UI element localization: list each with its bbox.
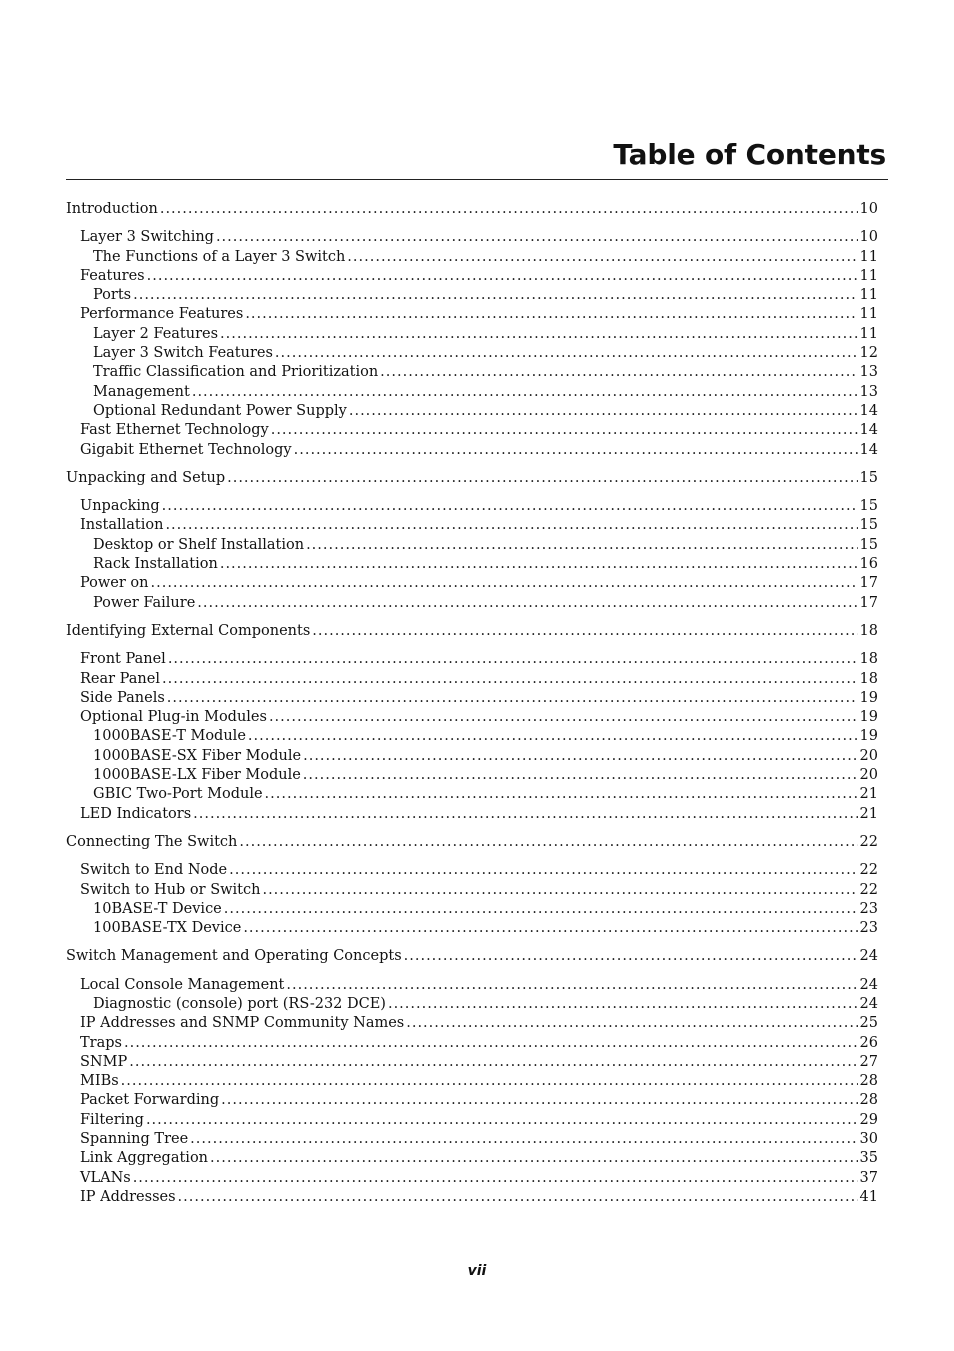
toc-entry-page-number: 23 bbox=[859, 900, 878, 917]
toc-entry-label: 100BASE-TX Device bbox=[93, 920, 242, 937]
toc-entry-label: Front Panel bbox=[80, 651, 166, 668]
toc-chapter-entry[interactable] bbox=[66, 469, 878, 488]
dot-leader bbox=[190, 1130, 857, 1149]
dot-leader bbox=[349, 402, 858, 421]
toc-entry-label: Power on bbox=[80, 575, 149, 592]
dot-leader bbox=[245, 305, 857, 324]
toc-entry-label: Side Panels bbox=[80, 689, 165, 706]
toc-subsection-entry[interactable] bbox=[66, 383, 878, 402]
toc-entry-page-number: 25 bbox=[859, 1015, 878, 1032]
toc-entry-label: 1000BASE-SX Fiber Module bbox=[93, 747, 302, 764]
toc-entry-page-number: 15 bbox=[859, 517, 878, 534]
toc-subsection-entry[interactable] bbox=[66, 286, 878, 305]
dot-leader bbox=[162, 497, 858, 516]
toc-subsection-entry[interactable] bbox=[66, 785, 878, 804]
toc-subsection-entry[interactable] bbox=[66, 594, 878, 613]
toc-entry-label: Rear Panel bbox=[80, 670, 160, 687]
dot-leader bbox=[271, 421, 858, 440]
toc-entry-page-number: 41 bbox=[859, 1188, 878, 1205]
toc-entry-label: Layer 3 Switch Features bbox=[93, 345, 273, 362]
toc-entry-page-number: 19 bbox=[859, 709, 878, 726]
toc-subsection-entry[interactable] bbox=[66, 402, 878, 421]
toc-subsection-entry[interactable] bbox=[66, 1169, 878, 1188]
toc-entry-label: Introduction bbox=[66, 201, 158, 217]
dot-leader bbox=[303, 766, 858, 785]
dot-leader bbox=[146, 1111, 858, 1130]
toc-entry-page-number: 13 bbox=[859, 364, 878, 381]
toc-entry-label: Optional Redundant Power Supply bbox=[93, 402, 347, 419]
toc-entry-label: Traffic Classification and Prioritization bbox=[93, 364, 379, 381]
toc-subsection-entry[interactable] bbox=[66, 267, 878, 286]
toc-entry-page-number: 11 bbox=[859, 306, 878, 323]
dot-leader bbox=[133, 1169, 858, 1188]
toc-entry-page-number: 15 bbox=[859, 469, 878, 486]
toc-subsection-entry[interactable] bbox=[66, 1111, 878, 1130]
toc-entry-label: Rack Installation bbox=[93, 556, 218, 573]
dot-leader bbox=[178, 1188, 858, 1207]
toc-subsection-entry[interactable] bbox=[66, 574, 878, 593]
toc-entry-page-number: 23 bbox=[859, 920, 878, 937]
dot-leader bbox=[347, 248, 857, 267]
page-title: Table of Contents bbox=[613, 138, 886, 171]
toc-entry-label: Features bbox=[80, 267, 145, 284]
toc-entry-page-number: 11 bbox=[859, 267, 878, 284]
dot-leader bbox=[193, 805, 857, 824]
toc-subsection-entry[interactable] bbox=[66, 861, 878, 880]
dot-leader bbox=[227, 469, 857, 488]
toc-entry-label: SNMP bbox=[80, 1053, 128, 1070]
toc-entry-label: Filtering bbox=[80, 1111, 144, 1128]
toc-entry-label: The Functions of a Layer 3 Switch bbox=[93, 248, 346, 265]
toc-entry-label: Connecting The Switch bbox=[66, 833, 238, 850]
toc-entry-page-number: 11 bbox=[859, 287, 878, 304]
dot-leader bbox=[216, 228, 858, 247]
dot-leader bbox=[124, 1034, 858, 1053]
toc-subsection-entry[interactable] bbox=[66, 900, 878, 919]
toc-entry-label: Switch to End Node bbox=[80, 862, 228, 879]
toc-chapter-entry[interactable] bbox=[66, 833, 878, 852]
toc-entry-label: Packet Forwarding bbox=[80, 1092, 220, 1109]
toc-subsection-entry[interactable] bbox=[66, 747, 878, 766]
toc-entry-page-number: 24 bbox=[859, 995, 878, 1012]
toc-entry-page-number: 11 bbox=[859, 325, 878, 342]
dot-leader bbox=[147, 267, 858, 286]
dot-leader bbox=[312, 622, 857, 641]
toc-entry-page-number: 28 bbox=[859, 1092, 878, 1109]
toc-entry-page-number: 37 bbox=[859, 1169, 878, 1186]
toc-entry-label: Link Aggregation bbox=[80, 1150, 209, 1167]
toc-entry-label: Switch to Hub or Switch bbox=[80, 881, 261, 898]
toc-entry-page-number: 11 bbox=[859, 248, 878, 265]
dot-leader bbox=[380, 363, 857, 382]
toc-subsection-entry[interactable] bbox=[66, 344, 878, 363]
toc-subsection-entry[interactable] bbox=[66, 441, 878, 460]
dot-leader bbox=[406, 1014, 857, 1033]
toc-entry-page-number: 18 bbox=[859, 651, 878, 668]
toc-subsection-entry[interactable] bbox=[66, 305, 878, 324]
toc-entry-page-number: 15 bbox=[859, 536, 878, 553]
toc-entry-page-number: 17 bbox=[859, 594, 878, 611]
dot-leader bbox=[168, 650, 858, 669]
title-divider bbox=[66, 179, 888, 180]
toc-entry-label: Performance Features bbox=[80, 306, 244, 323]
dot-leader bbox=[167, 689, 858, 708]
dot-leader bbox=[224, 900, 858, 919]
toc-entry-label: Diagnostic (console) port (RS-232 DCE) bbox=[93, 995, 386, 1012]
toc-entry-page-number: 14 bbox=[859, 422, 878, 439]
toc-subsection-entry[interactable] bbox=[66, 536, 878, 555]
toc-entry-label: Switch Management and Operating Concepts bbox=[66, 948, 402, 965]
toc-entry-page-number: 21 bbox=[859, 805, 878, 822]
toc-subsection-entry[interactable] bbox=[66, 995, 878, 1014]
dot-leader bbox=[294, 441, 858, 460]
dot-leader bbox=[404, 947, 858, 966]
dot-leader bbox=[265, 785, 858, 804]
toc-entry-page-number: 18 bbox=[859, 670, 878, 687]
toc-subsection-entry[interactable] bbox=[66, 1053, 878, 1072]
toc-entry-label: Unpacking and Setup bbox=[66, 469, 226, 486]
toc-subsection-entry[interactable] bbox=[66, 805, 878, 824]
dot-leader bbox=[210, 1149, 858, 1168]
dot-leader bbox=[165, 516, 857, 535]
toc-entry-label: Identifying External Components bbox=[66, 622, 311, 639]
toc-entry-page-number: 16 bbox=[859, 556, 878, 573]
toc-subsection-entry[interactable] bbox=[66, 363, 878, 382]
dot-leader bbox=[121, 1072, 858, 1091]
toc-entry-label: MIBs bbox=[80, 1073, 119, 1090]
toc-entry-label: Unpacking bbox=[80, 498, 160, 515]
toc-section bbox=[66, 200, 878, 460]
toc-entry-page-number: 17 bbox=[859, 575, 878, 592]
toc-entry-page-number: 22 bbox=[859, 881, 878, 898]
toc-entry-label: 1000BASE-LX Fiber Module bbox=[93, 767, 301, 784]
toc-subsection-entry[interactable] bbox=[66, 708, 878, 727]
toc-entry-page-number: 22 bbox=[859, 862, 878, 879]
toc-subsection-entry[interactable] bbox=[66, 228, 878, 247]
dot-leader bbox=[306, 536, 857, 555]
dot-leader bbox=[151, 574, 858, 593]
toc-entry-page-number: 35 bbox=[859, 1150, 878, 1167]
toc-entry-label: LED Indicators bbox=[80, 805, 192, 822]
toc-entry-label: Desktop or Shelf Installation bbox=[93, 536, 305, 553]
toc-subsection-entry[interactable] bbox=[66, 689, 878, 708]
dot-leader bbox=[229, 861, 857, 880]
dot-leader bbox=[220, 325, 858, 344]
toc-subsection-entry[interactable] bbox=[66, 1034, 878, 1053]
toc-chapter-entry[interactable] bbox=[66, 200, 878, 219]
toc-entry-label: Fast Ethernet Technology bbox=[80, 422, 269, 439]
dot-leader bbox=[133, 286, 857, 305]
toc-subsection-entry[interactable] bbox=[66, 976, 878, 995]
toc-entry-label: Layer 3 Switching bbox=[80, 229, 214, 246]
toc-subsection-entry[interactable] bbox=[66, 881, 878, 900]
toc-entry-label: IP Addresses bbox=[80, 1188, 176, 1205]
toc-subsection-entry[interactable] bbox=[66, 670, 878, 689]
toc-subsection-entry[interactable] bbox=[66, 497, 878, 516]
dot-leader bbox=[388, 995, 858, 1014]
toc-entry-label: 10BASE-T Device bbox=[93, 900, 222, 917]
toc-subsection-entry[interactable] bbox=[66, 919, 878, 938]
toc-entry-label: GBIC Two-Port Module bbox=[93, 786, 263, 803]
toc-subsection-entry[interactable] bbox=[66, 650, 878, 669]
dot-leader bbox=[286, 976, 857, 995]
toc-entry-page-number: 14 bbox=[859, 441, 878, 458]
dot-leader bbox=[303, 747, 857, 766]
toc-entry-page-number: 12 bbox=[859, 345, 878, 362]
table-of-contents bbox=[66, 200, 878, 1216]
toc-subsection-entry[interactable] bbox=[66, 516, 878, 535]
toc-section bbox=[66, 833, 878, 938]
toc-entry-page-number: 10 bbox=[859, 229, 878, 246]
toc-entry-label: Layer 2 Features bbox=[93, 325, 219, 342]
toc-subsection-entry[interactable] bbox=[66, 555, 878, 574]
toc-entry-page-number: 14 bbox=[859, 402, 878, 419]
toc-entry-page-number: 15 bbox=[859, 498, 878, 515]
toc-entry-page-number: 18 bbox=[859, 622, 878, 639]
toc-subsection-entry[interactable] bbox=[66, 766, 878, 785]
toc-subsection-entry[interactable] bbox=[66, 1149, 878, 1168]
toc-subsection-entry[interactable] bbox=[66, 1091, 878, 1110]
toc-subsection-entry[interactable] bbox=[66, 325, 878, 344]
dot-leader bbox=[192, 383, 858, 402]
toc-entry-page-number: 26 bbox=[859, 1034, 878, 1051]
toc-entry-label: VLANs bbox=[80, 1169, 131, 1186]
toc-entry-page-number: 21 bbox=[859, 786, 878, 803]
toc-entry-label: Traps bbox=[80, 1034, 122, 1051]
toc-entry-page-number: 27 bbox=[859, 1053, 878, 1070]
toc-entry-page-number: 24 bbox=[859, 976, 878, 993]
page-number-footer: vii bbox=[467, 1263, 487, 1279]
toc-subsection-entry[interactable] bbox=[66, 1130, 878, 1149]
toc-entry-page-number: 24 bbox=[859, 948, 878, 965]
toc-entry-label: 1000BASE-T Module bbox=[93, 728, 246, 745]
toc-entry-label: Local Console Management bbox=[80, 976, 285, 993]
dot-leader bbox=[248, 727, 858, 746]
toc-entry-label: Optional Plug-in Modules bbox=[80, 709, 267, 726]
toc-entry-label: Gigabit Ethernet Technology bbox=[80, 441, 292, 458]
dot-leader bbox=[220, 555, 858, 574]
toc-subsection-entry[interactable] bbox=[66, 1072, 878, 1091]
dot-leader bbox=[221, 1091, 857, 1110]
toc-section bbox=[66, 622, 878, 824]
toc-entry-page-number: 19 bbox=[859, 728, 878, 745]
toc-subsection-entry[interactable] bbox=[66, 1188, 878, 1207]
toc-chapter-entry[interactable] bbox=[66, 947, 878, 966]
toc-chapter-entry[interactable] bbox=[66, 622, 878, 641]
toc-section bbox=[66, 469, 878, 613]
toc-entry-label: Power Failure bbox=[93, 594, 196, 611]
dot-leader bbox=[275, 344, 858, 363]
dot-leader bbox=[243, 919, 857, 938]
toc-entry-page-number: 10 bbox=[859, 201, 878, 217]
toc-section bbox=[66, 947, 878, 1207]
dot-leader bbox=[197, 594, 857, 613]
toc-entry-page-number: 22 bbox=[859, 833, 878, 850]
toc-entry-label: Ports bbox=[93, 287, 132, 304]
toc-entry-page-number: 28 bbox=[859, 1073, 878, 1090]
toc-entry-label: Management bbox=[93, 383, 190, 400]
dot-leader bbox=[262, 881, 857, 900]
toc-subsection-entry[interactable] bbox=[66, 727, 878, 746]
dot-leader bbox=[129, 1053, 857, 1072]
toc-entry-page-number: 29 bbox=[859, 1111, 878, 1128]
toc-entry-page-number: 20 bbox=[859, 747, 878, 764]
dot-leader bbox=[269, 708, 858, 727]
toc-subsection-entry[interactable] bbox=[66, 1014, 878, 1033]
toc-entry-label: IP Addresses and SNMP Community Names bbox=[80, 1015, 405, 1032]
toc-subsection-entry[interactable] bbox=[66, 248, 878, 267]
toc-entry-page-number: 19 bbox=[859, 689, 878, 706]
toc-entry-page-number: 30 bbox=[859, 1131, 878, 1148]
toc-entry-label: Installation bbox=[80, 517, 164, 534]
dot-leader bbox=[239, 833, 857, 852]
toc-subsection-entry[interactable] bbox=[66, 421, 878, 440]
toc-entry-label: Spanning Tree bbox=[80, 1131, 189, 1148]
dot-leader bbox=[160, 200, 858, 219]
toc-entry-page-number: 13 bbox=[859, 383, 878, 400]
dot-leader bbox=[162, 670, 858, 689]
toc-entry-page-number: 20 bbox=[859, 767, 878, 784]
